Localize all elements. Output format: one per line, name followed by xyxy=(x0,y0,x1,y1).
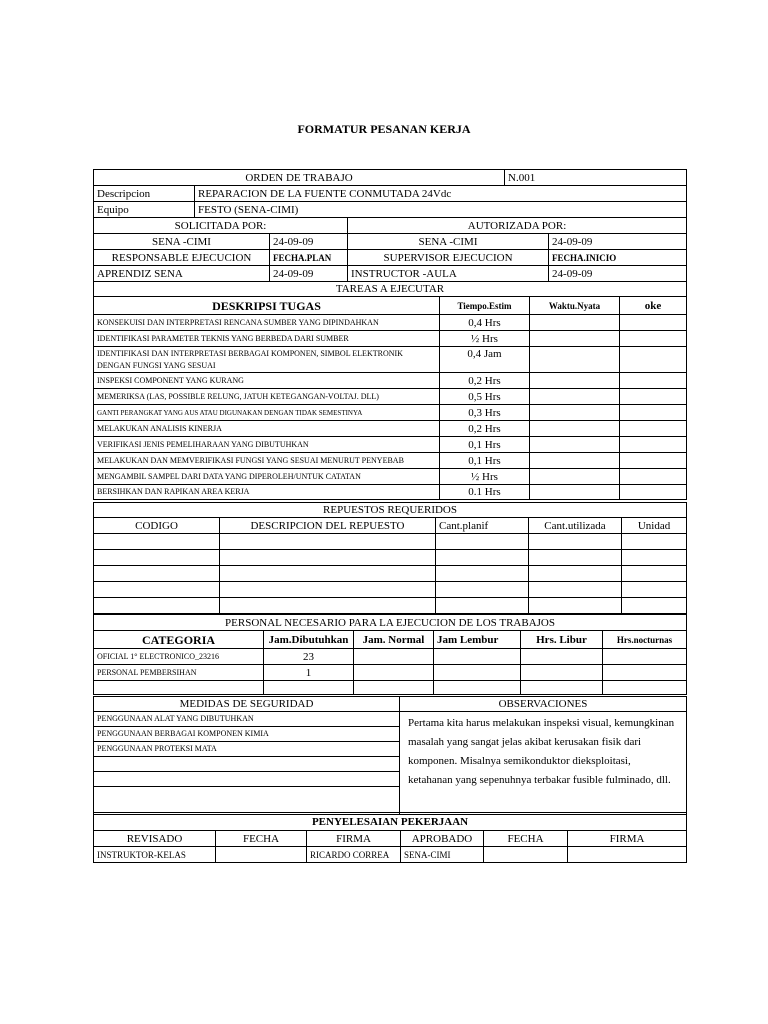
equipo-value: FESTO (SENA-CIMI) xyxy=(195,202,687,218)
task-oke xyxy=(620,437,687,453)
parts-table xyxy=(93,502,687,614)
responsable-label: RESPONSABLE EJECUCION xyxy=(94,250,270,266)
observaciones-text: Pertama kita harus melakukan inspeksi visual, kemungkinan masalah yang sangat jelas akibat kerusakan fisik dari komponen. Misalnya semikonduktor dieksploitasi, ketahanan yang sepenuhnya terbakar fusible fulminado, dll. xyxy=(400,712,687,815)
task-tiempo: 0,4 Hrs xyxy=(440,315,530,331)
task-tiempo: 0,2 Hrs xyxy=(440,421,530,437)
personnel-header-normal: Jam. Normal xyxy=(354,631,434,649)
completion-firma: RICARDO CORREA xyxy=(307,847,401,863)
personnel-categoria: PERSONAL PEMBERSIHAN xyxy=(94,665,264,681)
personnel-header-jam: Jam.Dibutuhkan xyxy=(264,631,354,649)
descripcion-label: Descripcion xyxy=(94,186,195,202)
solicitada-label: SOLICITADA POR: xyxy=(94,218,348,234)
completion-table xyxy=(93,812,687,863)
task-desc: IDENTIFIKASI PARAMETER TEKNIS YANG BERBEDA DARI SUMBER xyxy=(94,331,440,347)
header-table xyxy=(93,169,687,282)
personnel-header-lembur: Jam Lembur xyxy=(434,631,521,649)
completion-revisado: INSTRUKTOR-KELAS xyxy=(94,847,216,863)
task-oke xyxy=(620,373,687,389)
task-desc: MEMERIKSA (LAS, POSSIBLE RELUNG, JATUH KETEGANGAN-VOLTAJ. DLL) xyxy=(94,389,440,405)
task-oke xyxy=(620,315,687,331)
instructor-label: INSTRUCTOR -AULA xyxy=(348,266,549,282)
supervisor-label: SUPERVISOR EJECUCION xyxy=(348,250,549,266)
aprendiz-date: 24-09-09 xyxy=(270,266,348,282)
document-title: FORMATUR PESANAN KERJA xyxy=(297,122,471,136)
completion-header-firma2: FIRMA xyxy=(568,831,687,847)
completion-header-aprobado: APROBADO xyxy=(401,831,484,847)
task-desc: IDENTIFIKASI DAN INTERPRETASI BERBAGAI KOMPONEN, SIMBOL ELEKTRONIK DENGAN FUNGSI YANG SESUAI xyxy=(94,347,440,373)
task-desc: MELAKUKAN ANALISIS KINERJA xyxy=(94,421,440,437)
safety-item: PENGGUNAAN PROTEKSI MATA xyxy=(94,742,400,757)
task-desc: BERSIHKAN DAN RAPIKAN AREA KERJA xyxy=(94,485,440,500)
fecha-plan-label: FECHA.PLAN xyxy=(270,250,348,266)
completion-fecha2 xyxy=(484,847,568,863)
safety-item: PENGGUNAAN BERBAGAI KOMPONEN KIMIA xyxy=(94,727,400,742)
task-tiempo: ½ Hrs xyxy=(440,331,530,347)
parts-row xyxy=(94,582,687,598)
task-waktu xyxy=(530,453,620,469)
tasks-table xyxy=(93,281,687,500)
completion-header-revisado: REVISADO xyxy=(94,831,216,847)
completion-firma2 xyxy=(568,847,687,863)
parts-header-unidad: Unidad xyxy=(622,518,687,534)
descripcion-value: REPARACION DE LA FUENTE CONMUTADA 24Vdc xyxy=(195,186,687,202)
parts-header-planif: Cant.planif xyxy=(436,518,529,534)
completion-header-fecha: FECHA xyxy=(216,831,307,847)
task-oke xyxy=(620,469,687,485)
completion-fecha xyxy=(216,847,307,863)
autorizada-label: AUTORIZADA POR: xyxy=(348,218,687,234)
autorizada-date: 24-09-09 xyxy=(549,234,687,250)
completion-aprobado: SENA-CIMI xyxy=(401,847,484,863)
task-tiempo: 0,5 Hrs xyxy=(440,389,530,405)
personnel-categoria: OFICIAL 1° ELECTRONICO_23216 xyxy=(94,649,264,665)
task-waktu xyxy=(530,485,620,500)
task-waktu xyxy=(530,405,620,421)
task-tiempo: 0,1 Hrs xyxy=(440,437,530,453)
task-waktu xyxy=(530,469,620,485)
parts-header-codigo: CODIGO xyxy=(94,518,220,534)
task-tiempo: 0,3 Hrs xyxy=(440,405,530,421)
task-tiempo: 0.1 Hrs xyxy=(440,485,530,500)
parts-row xyxy=(94,566,687,582)
task-desc: MELAKUKAN DAN MEMVERIFIKASI FUNGSI YANG SESUAI MENURUT PENYEBAB xyxy=(94,453,440,469)
personnel-header-libur: Hrs. Libur xyxy=(521,631,603,649)
parts-row xyxy=(94,598,687,614)
parts-header-utilizada: Cant.utilizada xyxy=(529,518,622,534)
equipo-label: Equipo xyxy=(94,202,195,218)
personnel-header-noct: Hrs.nocturnas xyxy=(603,631,687,649)
safety-item: PENGGUNAAN ALAT YANG DIBUTUHKAN xyxy=(94,712,400,727)
task-waktu xyxy=(530,389,620,405)
task-header-desc: DESKRIPSI TUGAS xyxy=(94,297,440,315)
task-desc: KONSEKUISI DAN INTERPRETASI RENCANA SUMBER YANG DIPINDAHKAN xyxy=(94,315,440,331)
task-waktu xyxy=(530,331,620,347)
medidas-label: MEDIDAS DE SEGURIDAD xyxy=(94,697,400,712)
personnel-section-title: PERSONAL NECESARIO PARA LA EJECUCION DE LOS TRABAJOS xyxy=(94,615,687,631)
task-oke xyxy=(620,347,687,373)
parts-header-descripcion: DESCRIPCION DEL REPUESTO xyxy=(220,518,436,534)
task-oke xyxy=(620,421,687,437)
fecha-inicio-label: FECHA.INICIO xyxy=(549,250,687,266)
instructor-date: 24-09-09 xyxy=(549,266,687,282)
completion-section-title: PENYELESAIAN PEKERJAAN xyxy=(94,813,687,831)
personnel-jam: 23 xyxy=(264,649,354,665)
parts-row xyxy=(94,550,687,566)
task-waktu xyxy=(530,421,620,437)
task-header-oke: oke xyxy=(620,297,687,315)
task-header-tiempo: Tiempo.Estim xyxy=(440,297,530,315)
completion-header-fecha2: FECHA xyxy=(484,831,568,847)
solicitada-by: SENA -CIMI xyxy=(94,234,270,250)
task-oke xyxy=(620,331,687,347)
task-tiempo: 0,2 Hrs xyxy=(440,373,530,389)
observaciones-label: OBSERVACIONES xyxy=(400,697,687,712)
task-header-waktu: Waktu.Nyata xyxy=(530,297,620,315)
orden-label: ORDEN DE TRABAJO xyxy=(94,170,505,186)
personnel-header-categoria: CATEGORIA xyxy=(94,631,264,649)
orden-number: N.001 xyxy=(505,170,687,186)
personnel-table xyxy=(93,614,687,695)
task-waktu xyxy=(530,347,620,373)
task-waktu xyxy=(530,373,620,389)
completion-header-firma: FIRMA xyxy=(307,831,401,847)
task-tiempo: ½ Hrs xyxy=(440,469,530,485)
parts-section-title: REPUESTOS REQUERIDOS xyxy=(94,503,687,518)
aprendiz-label: APRENDIZ SENA xyxy=(94,266,270,282)
task-waktu xyxy=(530,437,620,453)
task-tiempo: 0,4 Jam xyxy=(440,347,530,373)
task-oke xyxy=(620,405,687,421)
task-oke xyxy=(620,485,687,500)
task-desc: MENGAMBIL SAMPEL DARI DATA YANG DIPEROLEH/UNTUK CATATAN xyxy=(94,469,440,485)
tasks-section-title: TAREAS A EJECUTAR xyxy=(94,282,687,297)
task-desc: VERIFIKASI JENIS PEMELIHARAAN YANG DIBUTUHKAN xyxy=(94,437,440,453)
task-waktu xyxy=(530,315,620,331)
solicitada-date: 24-09-09 xyxy=(270,234,348,250)
task-desc: INSPEKSI COMPONENT YANG KURANG xyxy=(94,373,440,389)
safety-table xyxy=(93,696,687,815)
parts-row xyxy=(94,534,687,550)
task-oke xyxy=(620,453,687,469)
task-tiempo: 0,1 Hrs xyxy=(440,453,530,469)
autorizada-by: SENA -CIMI xyxy=(348,234,549,250)
task-desc: GANTI PERANGKAT YANG AUS ATAU DIGUNAKAN DENGAN TIDAK SEMESTINYA xyxy=(94,405,440,421)
task-oke xyxy=(620,389,687,405)
personnel-jam: 1 xyxy=(264,665,354,681)
